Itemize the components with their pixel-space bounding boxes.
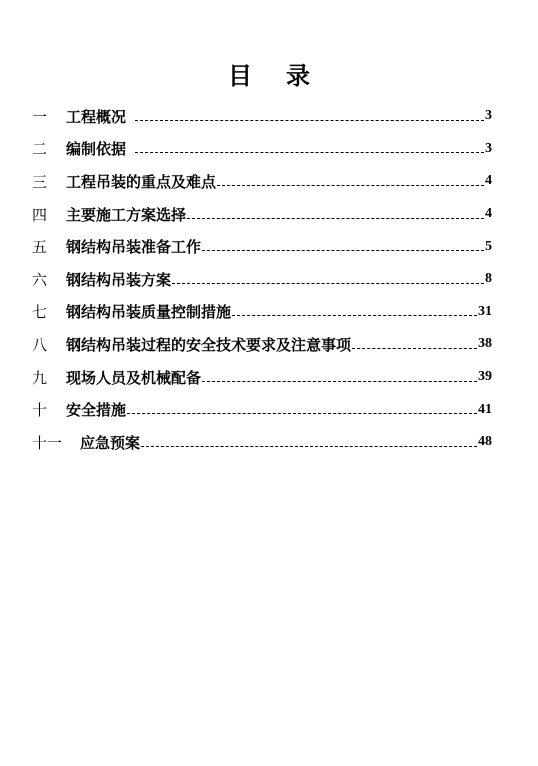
toc-entry-label: 安全措施 <box>66 401 127 420</box>
dot-leader <box>352 348 477 349</box>
toc-entry-page: 41 <box>478 401 492 417</box>
toc-entry-page: 5 <box>485 238 492 254</box>
toc-entry-page: 48 <box>478 434 492 450</box>
toc-entry-page: 3 <box>485 108 492 124</box>
title-part-1: 目 <box>228 61 252 90</box>
dot-leader <box>202 250 484 251</box>
toc-entry-6[interactable] <box>32 263 492 296</box>
toc-entry-number: 十 <box>32 401 48 420</box>
dot-leader <box>135 120 484 121</box>
toc-entry-8[interactable] <box>32 328 492 361</box>
toc-entry-page: 39 <box>478 369 492 385</box>
page-title <box>0 56 538 91</box>
dot-leader <box>172 283 484 284</box>
toc-entry-4[interactable] <box>32 198 492 231</box>
toc-entry-label: 钢结构吊装准备工作 <box>66 238 202 257</box>
toc-entry-page: 3 <box>485 140 492 156</box>
toc-entry-page: 31 <box>478 303 492 319</box>
toc-entry-number: 一 <box>32 107 48 126</box>
toc-entry-label: 钢结构吊装质量控制措施 <box>66 303 232 322</box>
dot-leader <box>127 413 477 414</box>
title-part-2: 录 <box>286 61 310 90</box>
toc-entry-label: 工程吊装的重点及难点 <box>66 172 217 191</box>
toc-entry-label: 编制依据 <box>66 140 127 159</box>
toc-entry-label: 工程概况 <box>66 107 127 126</box>
dot-leader <box>187 218 484 219</box>
toc-entry-number: 五 <box>32 238 48 257</box>
toc-entry-9[interactable] <box>32 361 492 394</box>
dot-leader <box>141 446 477 447</box>
toc-entry-page: 8 <box>485 271 492 287</box>
toc-entry-label: 现场人员及机械配备 <box>66 368 202 387</box>
toc-entry-label: 钢结构吊装方案 <box>66 270 172 289</box>
toc-entry-10[interactable] <box>32 393 492 426</box>
dot-leader <box>217 185 484 186</box>
table-of-contents <box>32 100 492 459</box>
toc-entry-number: 八 <box>32 335 48 354</box>
toc-entry-11[interactable] <box>32 426 492 459</box>
dot-leader <box>232 315 477 316</box>
toc-entry-number: 四 <box>32 205 48 224</box>
toc-entry-page: 38 <box>478 336 492 352</box>
toc-entry-3[interactable] <box>32 165 492 198</box>
toc-entry-1[interactable] <box>32 100 492 133</box>
toc-entry-number: 十一 <box>32 433 63 452</box>
toc-entry-page: 4 <box>485 173 492 189</box>
toc-entry-page: 4 <box>485 206 492 222</box>
toc-entry-number: 六 <box>32 270 48 289</box>
toc-entry-number: 七 <box>32 303 48 322</box>
dot-leader <box>135 152 484 153</box>
toc-entry-2[interactable] <box>32 133 492 166</box>
toc-entry-number: 三 <box>32 172 48 191</box>
toc-entry-number: 九 <box>32 368 48 387</box>
toc-entry-label: 钢结构吊装过程的安全技术要求及注意事项 <box>66 335 352 354</box>
toc-entry-label: 应急预案 <box>80 433 141 452</box>
toc-entry-number: 二 <box>32 140 48 159</box>
toc-entry-7[interactable] <box>32 296 492 329</box>
toc-entry-5[interactable] <box>32 230 492 263</box>
dot-leader <box>202 381 477 382</box>
toc-entry-label: 主要施工方案选择 <box>66 205 187 224</box>
